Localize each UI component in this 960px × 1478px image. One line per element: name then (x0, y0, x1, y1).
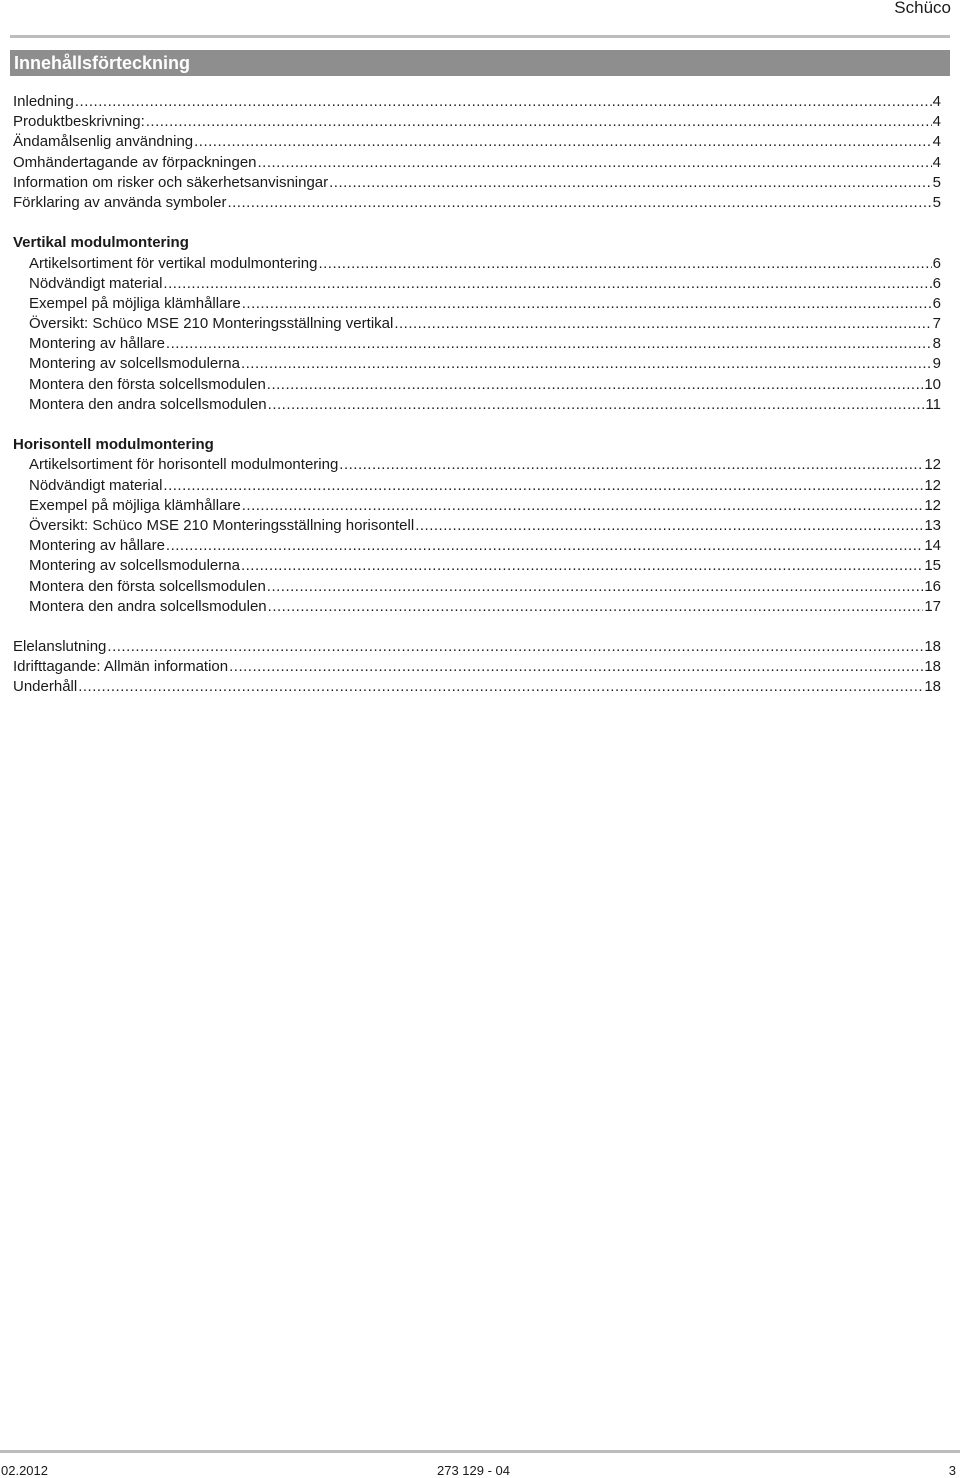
toc-section-heading: Horisontell modulmontering (13, 436, 214, 454)
footer-page-number: 3 (948, 1463, 956, 1478)
toc-entry[interactable] (13, 254, 941, 274)
toc-entry-page: 11 (925, 395, 941, 413)
toc-entry-label: Inledning (13, 93, 74, 110)
toc-dot-leader (339, 455, 923, 475)
toc-entry[interactable] (13, 577, 941, 597)
toc-dot-leader (258, 153, 932, 173)
toc-dot-leader (166, 334, 932, 354)
toc-entry-label: Montera den första solcellsmodulen (29, 577, 266, 595)
toc-dot-leader (242, 294, 932, 314)
toc-entry-page: 5 (932, 173, 941, 191)
toc-entry[interactable] (13, 132, 941, 152)
toc-dot-leader (163, 274, 931, 294)
toc-entry-label: Ändamålsenlig användning (13, 133, 194, 151)
toc-entry-label: Montering av solcellsmodulerna (29, 355, 240, 373)
toc-entry-label: Montera den andra solcellsmodulen (29, 395, 267, 413)
toc-dot-leader (227, 193, 931, 213)
toc-dot-leader (163, 476, 923, 496)
toc-dot-leader (242, 496, 924, 516)
toc-entry-label: Nödvändigt material (29, 476, 163, 494)
toc-dot-leader (267, 577, 924, 597)
toc-entry-page: 13 (924, 516, 941, 534)
toc-entry[interactable] (13, 556, 941, 576)
footer-doc-number: 273 129 - 04 (437, 1463, 511, 1478)
toc-dot-leader (194, 132, 932, 152)
toc-entry-label: Produktbeskrivning: (13, 113, 145, 131)
toc-entry[interactable] (13, 395, 941, 415)
toc-entry-page: 6 (932, 294, 941, 312)
toc-dot-leader (241, 556, 923, 576)
toc-entry[interactable] (13, 677, 941, 697)
toc-dot-leader (146, 112, 932, 132)
toc-entry-label: Underhåll (13, 678, 78, 696)
toc-entry[interactable] (13, 455, 941, 475)
toc-dot-leader (78, 677, 923, 697)
toc-entry-label: Montera den andra solcellsmodulen (29, 597, 267, 615)
toc-entry-label: Nödvändigt material (29, 274, 163, 292)
toc-dot-leader (166, 536, 923, 556)
toc-dot-leader (107, 637, 923, 657)
toc-entry[interactable] (13, 597, 941, 617)
toc-entry[interactable] (13, 657, 941, 677)
toc-entry[interactable] (13, 193, 941, 213)
toc-entry-page: 8 (932, 335, 941, 353)
toc-entry[interactable] (13, 294, 941, 314)
toc-entry-label: Information om risker och säkerhetsanvisningar (13, 173, 329, 191)
toc-entry[interactable] (13, 173, 941, 193)
toc-entry[interactable] (13, 112, 941, 132)
toc-entry-page: 18 (924, 638, 941, 656)
page-title: Innehållsförteckning (14, 53, 191, 73)
toc-entry-page: 16 (924, 577, 941, 595)
toc-entry-label: Översikt: Schüco MSE 210 Monteringsställning vertikal (29, 315, 394, 333)
toc-entry-label: Exempel på möjliga klämhållare (29, 294, 241, 312)
toc-entry[interactable] (13, 92, 941, 112)
table-of-contents (13, 92, 941, 698)
toc-entry-label: Montering av hållare (29, 537, 165, 555)
toc-section-heading: Vertikal modulmontering (13, 234, 189, 252)
toc-entry-label: Översikt: Schüco MSE 210 Monteringsställning horisontell (29, 516, 415, 534)
header-divider (10, 35, 950, 38)
toc-group (13, 233, 941, 415)
brand-logo-text: Schüco (894, 0, 951, 17)
toc-entry-page: 18 (924, 678, 941, 696)
toc-dot-leader (394, 314, 931, 334)
toc-entry-page: 4 (932, 133, 941, 151)
toc-group (13, 92, 941, 213)
toc-entry-label: Förklaring av använda symboler (13, 193, 227, 211)
toc-entry-label: Elelanslutning (13, 638, 107, 656)
toc-dot-leader (267, 375, 924, 395)
toc-dot-leader (229, 657, 923, 677)
toc-entry-page: 15 (924, 557, 941, 575)
toc-entry-page: 4 (932, 93, 941, 110)
toc-entry[interactable] (13, 274, 941, 294)
toc-dot-leader (241, 354, 932, 374)
toc-entry[interactable] (13, 536, 941, 556)
toc-entry-label: Montering av hållare (29, 335, 165, 353)
toc-entry[interactable] (13, 516, 941, 536)
page-title-bar (10, 50, 950, 76)
toc-entry[interactable] (13, 476, 941, 496)
toc-entry[interactable] (13, 375, 941, 395)
toc-entry-page: 12 (924, 476, 941, 494)
toc-entry-page: 17 (924, 597, 941, 615)
toc-dot-leader (268, 597, 924, 617)
toc-entry-page: 10 (924, 375, 941, 393)
toc-entry-page: 14 (924, 537, 941, 555)
toc-entry-page: 4 (932, 153, 941, 171)
toc-entry-label: Exempel på möjliga klämhållare (29, 496, 241, 514)
toc-entry-page: 18 (924, 658, 941, 676)
footer-date: 02.2012 (1, 1463, 48, 1478)
toc-entry-label: Artikelsortiment för horisontell modulmontering (29, 456, 339, 474)
toc-entry-label: Montering av solcellsmodulerna (29, 557, 240, 575)
toc-entry[interactable] (13, 314, 941, 334)
toc-entry-page: 7 (932, 315, 941, 333)
toc-dot-leader (329, 173, 932, 193)
toc-entry-page: 12 (924, 496, 941, 514)
toc-entry[interactable] (13, 354, 941, 374)
toc-entry-page: 9 (932, 355, 941, 373)
toc-entry[interactable] (13, 496, 941, 516)
toc-dot-leader (415, 516, 923, 536)
toc-dot-leader (318, 254, 931, 274)
toc-entry[interactable] (13, 334, 941, 354)
toc-entry-label: Montera den första solcellsmodulen (29, 375, 266, 393)
toc-group (13, 435, 941, 617)
toc-entry-page: 12 (924, 456, 941, 474)
toc-entry-page: 4 (932, 113, 941, 131)
toc-entry[interactable] (13, 637, 941, 657)
toc-entry-page: 6 (932, 274, 941, 292)
toc-entry-page: 5 (932, 193, 941, 211)
toc-entry[interactable] (13, 153, 941, 173)
toc-group (13, 637, 941, 698)
toc-dot-leader (75, 92, 932, 112)
page-footer (0, 1464, 960, 1478)
toc-entry-label: Omhändertagande av förpackningen (13, 153, 257, 171)
toc-entry-label: Idrifttagande: Allmän information (13, 658, 229, 676)
toc-dot-leader (268, 395, 925, 415)
footer-divider (0, 1450, 960, 1453)
toc-entry-page: 6 (932, 254, 941, 272)
toc-entry-label: Artikelsortiment för vertikal modulmontering (29, 254, 318, 272)
